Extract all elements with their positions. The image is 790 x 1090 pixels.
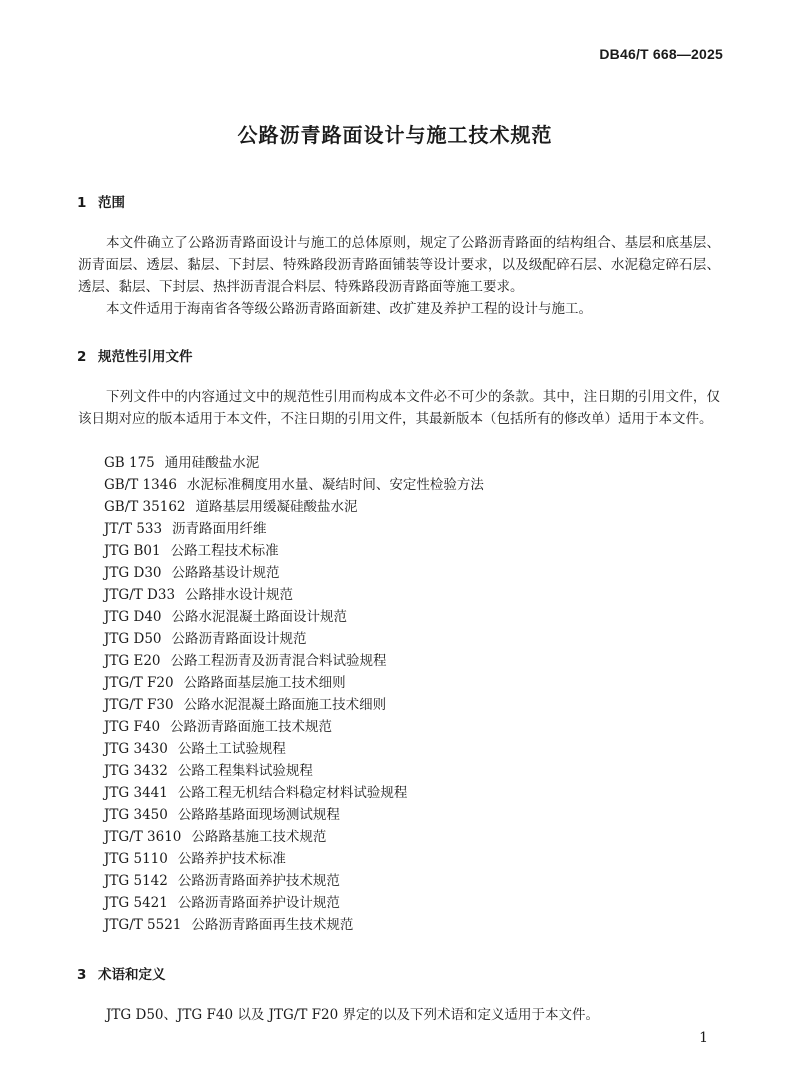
normative-references-list bbox=[104, 452, 484, 936]
reference-title: 公路沥青路面养护技术规范 bbox=[177, 873, 340, 889]
reference-item bbox=[104, 518, 484, 540]
reference-title: 公路排水设计规范 bbox=[185, 587, 294, 603]
reference-item bbox=[104, 738, 484, 760]
reference-item bbox=[104, 870, 484, 892]
reference-code: JTG 5110 bbox=[104, 851, 168, 867]
reference-item bbox=[104, 914, 484, 936]
reference-title: 公路路基路面现场测试规程 bbox=[177, 807, 340, 823]
reference-code: JTG 3441 bbox=[104, 785, 168, 801]
section-title: 术语和定义 bbox=[98, 967, 166, 983]
reference-code: JTG 3450 bbox=[104, 807, 168, 823]
reference-code: JTG/T F20 bbox=[104, 675, 174, 691]
document-title: 公路沥青路面设计与施工技术规范 bbox=[237, 123, 553, 147]
reference-item bbox=[104, 628, 484, 650]
reference-item bbox=[104, 606, 484, 628]
reference-code: JTG/T 3610 bbox=[104, 829, 182, 845]
reference-title: 沥青路面用纤维 bbox=[172, 521, 267, 537]
section-title: 范围 bbox=[98, 195, 125, 211]
reference-title: 公路沥青路面设计规范 bbox=[171, 631, 307, 647]
reference-code: GB/T 1346 bbox=[104, 477, 177, 493]
reference-title: 道路基层用缓凝硅酸盐水泥 bbox=[195, 499, 358, 515]
reference-code: JTG 3430 bbox=[104, 741, 168, 757]
reference-code: JTG/T F30 bbox=[104, 697, 174, 713]
reference-item bbox=[104, 826, 484, 848]
reference-item bbox=[104, 540, 484, 562]
reference-code: JT/T 533 bbox=[104, 521, 163, 537]
reference-title: 公路水泥混凝土路面设计规范 bbox=[171, 609, 347, 625]
reference-title: 公路养护技术标准 bbox=[177, 851, 286, 867]
section-3-paragraph-1: JTG D50、JTG F40 以及 JTG/T F20 界定的以及下列术语和定义适用于本文件。 bbox=[106, 1007, 599, 1023]
reference-item bbox=[104, 496, 484, 518]
reference-item bbox=[104, 892, 484, 914]
standard-code: DB46/T 668—2025 bbox=[599, 46, 723, 62]
reference-item bbox=[104, 584, 484, 606]
reference-title: 公路工程无机结合料稳定材料试验规程 bbox=[177, 785, 408, 801]
reference-item bbox=[104, 650, 484, 672]
section-number: 2 bbox=[77, 349, 87, 365]
reference-title: 公路路面基层施工技术细则 bbox=[183, 675, 346, 691]
reference-title: 公路土工试验规程 bbox=[177, 741, 286, 757]
reference-code: JTG 5142 bbox=[104, 873, 168, 889]
reference-title: 公路水泥混凝土路面施工技术细则 bbox=[183, 697, 387, 713]
section-1-heading bbox=[77, 191, 125, 211]
reference-item bbox=[104, 474, 484, 496]
reference-title: 公路工程技术标准 bbox=[170, 543, 279, 559]
section-3-heading bbox=[77, 963, 166, 983]
reference-item bbox=[104, 694, 484, 716]
reference-code: JTG D40 bbox=[104, 609, 162, 625]
section-number: 3 bbox=[77, 967, 87, 983]
reference-item bbox=[104, 804, 484, 826]
section-title: 规范性引用文件 bbox=[98, 349, 193, 365]
reference-code: JTG 3432 bbox=[104, 763, 168, 779]
reference-title: 公路沥青路面养护设计规范 bbox=[177, 895, 340, 911]
reference-title: 公路沥青路面施工技术规范 bbox=[170, 719, 333, 735]
reference-title: 水泥标准稠度用水量、凝结时间、安定性检验方法 bbox=[186, 477, 484, 493]
reference-code: GB/T 35162 bbox=[104, 499, 186, 515]
reference-item bbox=[104, 562, 484, 584]
reference-title: 公路工程集料试验规程 bbox=[177, 763, 313, 779]
reference-code: JTG B01 bbox=[104, 543, 161, 559]
reference-item bbox=[104, 782, 484, 804]
reference-item bbox=[104, 716, 484, 738]
page-number: 1 bbox=[699, 1030, 708, 1046]
reference-title: 公路路基设计规范 bbox=[171, 565, 280, 581]
reference-code: JTG 5421 bbox=[104, 895, 168, 911]
section-number: 1 bbox=[77, 195, 87, 211]
reference-code: JTG D50 bbox=[104, 631, 162, 647]
reference-item bbox=[104, 848, 484, 870]
reference-code: GB 175 bbox=[104, 455, 155, 471]
reference-item bbox=[104, 452, 484, 474]
reference-code: JTG F40 bbox=[104, 719, 161, 735]
reference-title: 公路工程沥青及沥青混合料试验规程 bbox=[170, 653, 387, 669]
reference-title: 通用硅酸盐水泥 bbox=[164, 455, 260, 471]
reference-code: JTG D30 bbox=[104, 565, 162, 581]
reference-title: 公路路基施工技术规范 bbox=[191, 829, 327, 845]
reference-code: JTG/T D33 bbox=[104, 587, 176, 603]
reference-code: JTG E20 bbox=[104, 653, 161, 669]
reference-code: JTG/T 5521 bbox=[104, 917, 182, 933]
section-2-intro: 下列文件中的内容通过文中的规范性引用而构成本文件必不可少的条款。其中，注日期的引用文件，仅该日期对应的版本适用于本文件，不注日期的引用文件，其最新版本（包括所有的修改单）适用于本文件。 bbox=[78, 389, 720, 427]
section-1-paragraph-2: 本文件适用于海南省各等级公路沥青路面新建、改扩建及养护工程的设计与施工。 bbox=[106, 301, 592, 317]
reference-item bbox=[104, 672, 484, 694]
reference-title: 公路沥青路面再生技术规范 bbox=[191, 917, 354, 933]
section-2-heading bbox=[77, 345, 193, 365]
reference-item bbox=[104, 760, 484, 782]
section-1-paragraph-1: 本文件确立了公路沥青路面设计与施工的总体原则，规定了公路沥青路面的结构组合、基层和底基层、沥青面层、透层、黏层、下封层、特殊路段沥青路面铺装等设计要求，以及级配碎石层、水泥稳定碎石层、透层、黏层、下封层、热拌沥青混合料层、特殊路段沥青路面等施工要求。 bbox=[78, 235, 720, 295]
